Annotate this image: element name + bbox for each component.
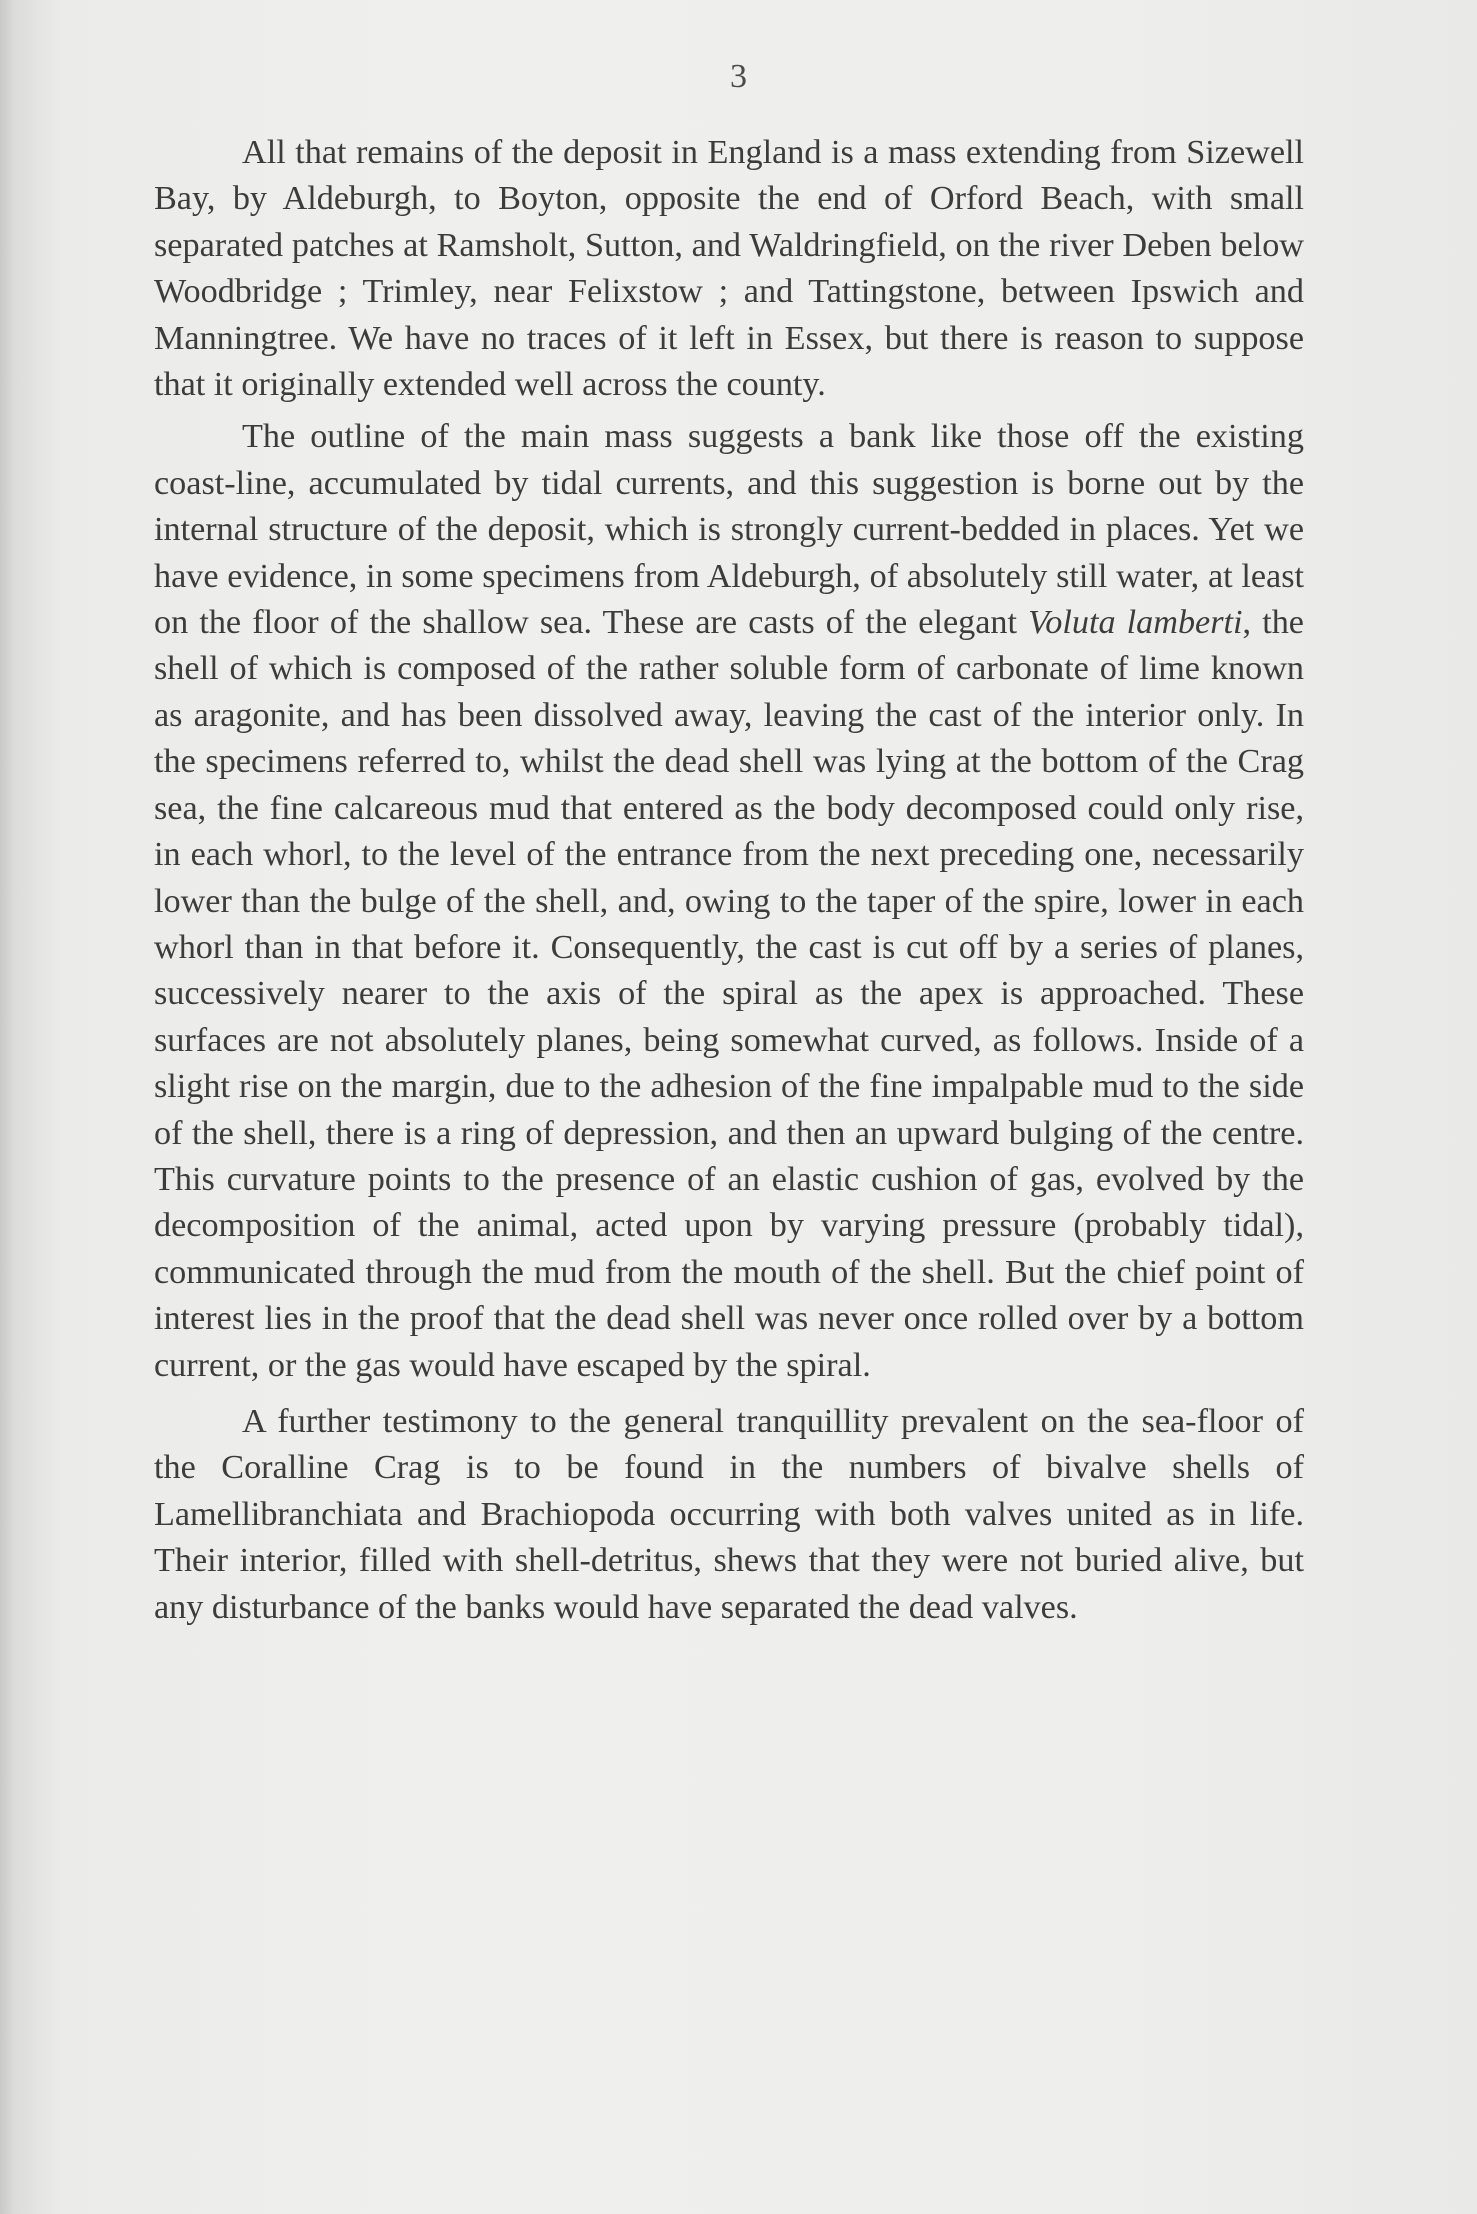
paragraph-3: A further testimony to the general tranquillity prevalent on the sea-floor of the Coralline Crag is to be found in the numbers of bivalve shells of Lamellibranchiata and Brachiopoda occurring with both valves united as in life. Their interior, filled with shell-detritus, shews that they were not buried alive, but any disturbance of the banks would have separated the dead valves.	[154, 1402, 1304, 1626]
paragraph-1: All that remains of the deposit in England is a mass extending from Sizewell Bay, by Aldeburgh, to Boyton, opposite the end of Orford Beach, with small separated patches at Ramsholt, Sutton, and Waldringfield, on the river Deben below Woodbridge ; Trimley, near Felixstow ; and Tattingstone, between Ipswich and Manningtree. We have no traces of it left in Essex, but there is reason to suppose that it originally extended well across the county.	[154, 134, 1304, 404]
paragraph-2-text-end: , the shell of which is composed of the rather soluble form of carbonate of lime known as aragonite, and has been dissolved away, leaving the cast of the interior only. In the specimens referred to, whilst the dead shell was lying at the bottom of the Crag sea, the fine calcareous mud that entered as the body decomposed could only rise, in each whorl, to the level of the entrance from the next preceding one, necessarily lower than the bulge of the shell, and, owing to the taper of the spire, lower in each whorl than in that before it. Consequently, the cast is cut off by a series of planes, successively nearer to the axis of the spiral as the apex is approached. These surfaces are not absolutely planes, being somewhat curved, as follows. Inside of a slight rise on the margin, due to the adhesion of the fine impalpable mud to the side of the shell, there is a ring of depression, and then an upward bulging of the centre. This curvature points to the presence of an elastic cushion of gas, evolved by the decomposition of the animal, acted upon by varying pressure (probably tidal), communicated through the mud from the mouth of the shell. But the chief point of interest lies in the proof that the dead shell was never once rolled over by a bottom current, or the gas would have escaped by the spiral.	[154, 604, 1304, 1384]
species-name-italic: Voluta lamberti	[1028, 604, 1243, 642]
page-number: 3	[730, 58, 747, 95]
paragraph-2-text-start: The outline of the main mass suggests a bank like those off the existing coast-line, accumulated by tidal currents, and this suggestion is borne out by the internal structure of the deposit, which is strongly current-bedded in places. Yet we have evidence, in some specimens from Aldeburgh, of absolutely still water, at least on the floor of the shallow sea. These are casts of the elegant	[154, 418, 1304, 642]
body-text	[154, 130, 1304, 1637]
paragraph-2	[154, 414, 1304, 1389]
